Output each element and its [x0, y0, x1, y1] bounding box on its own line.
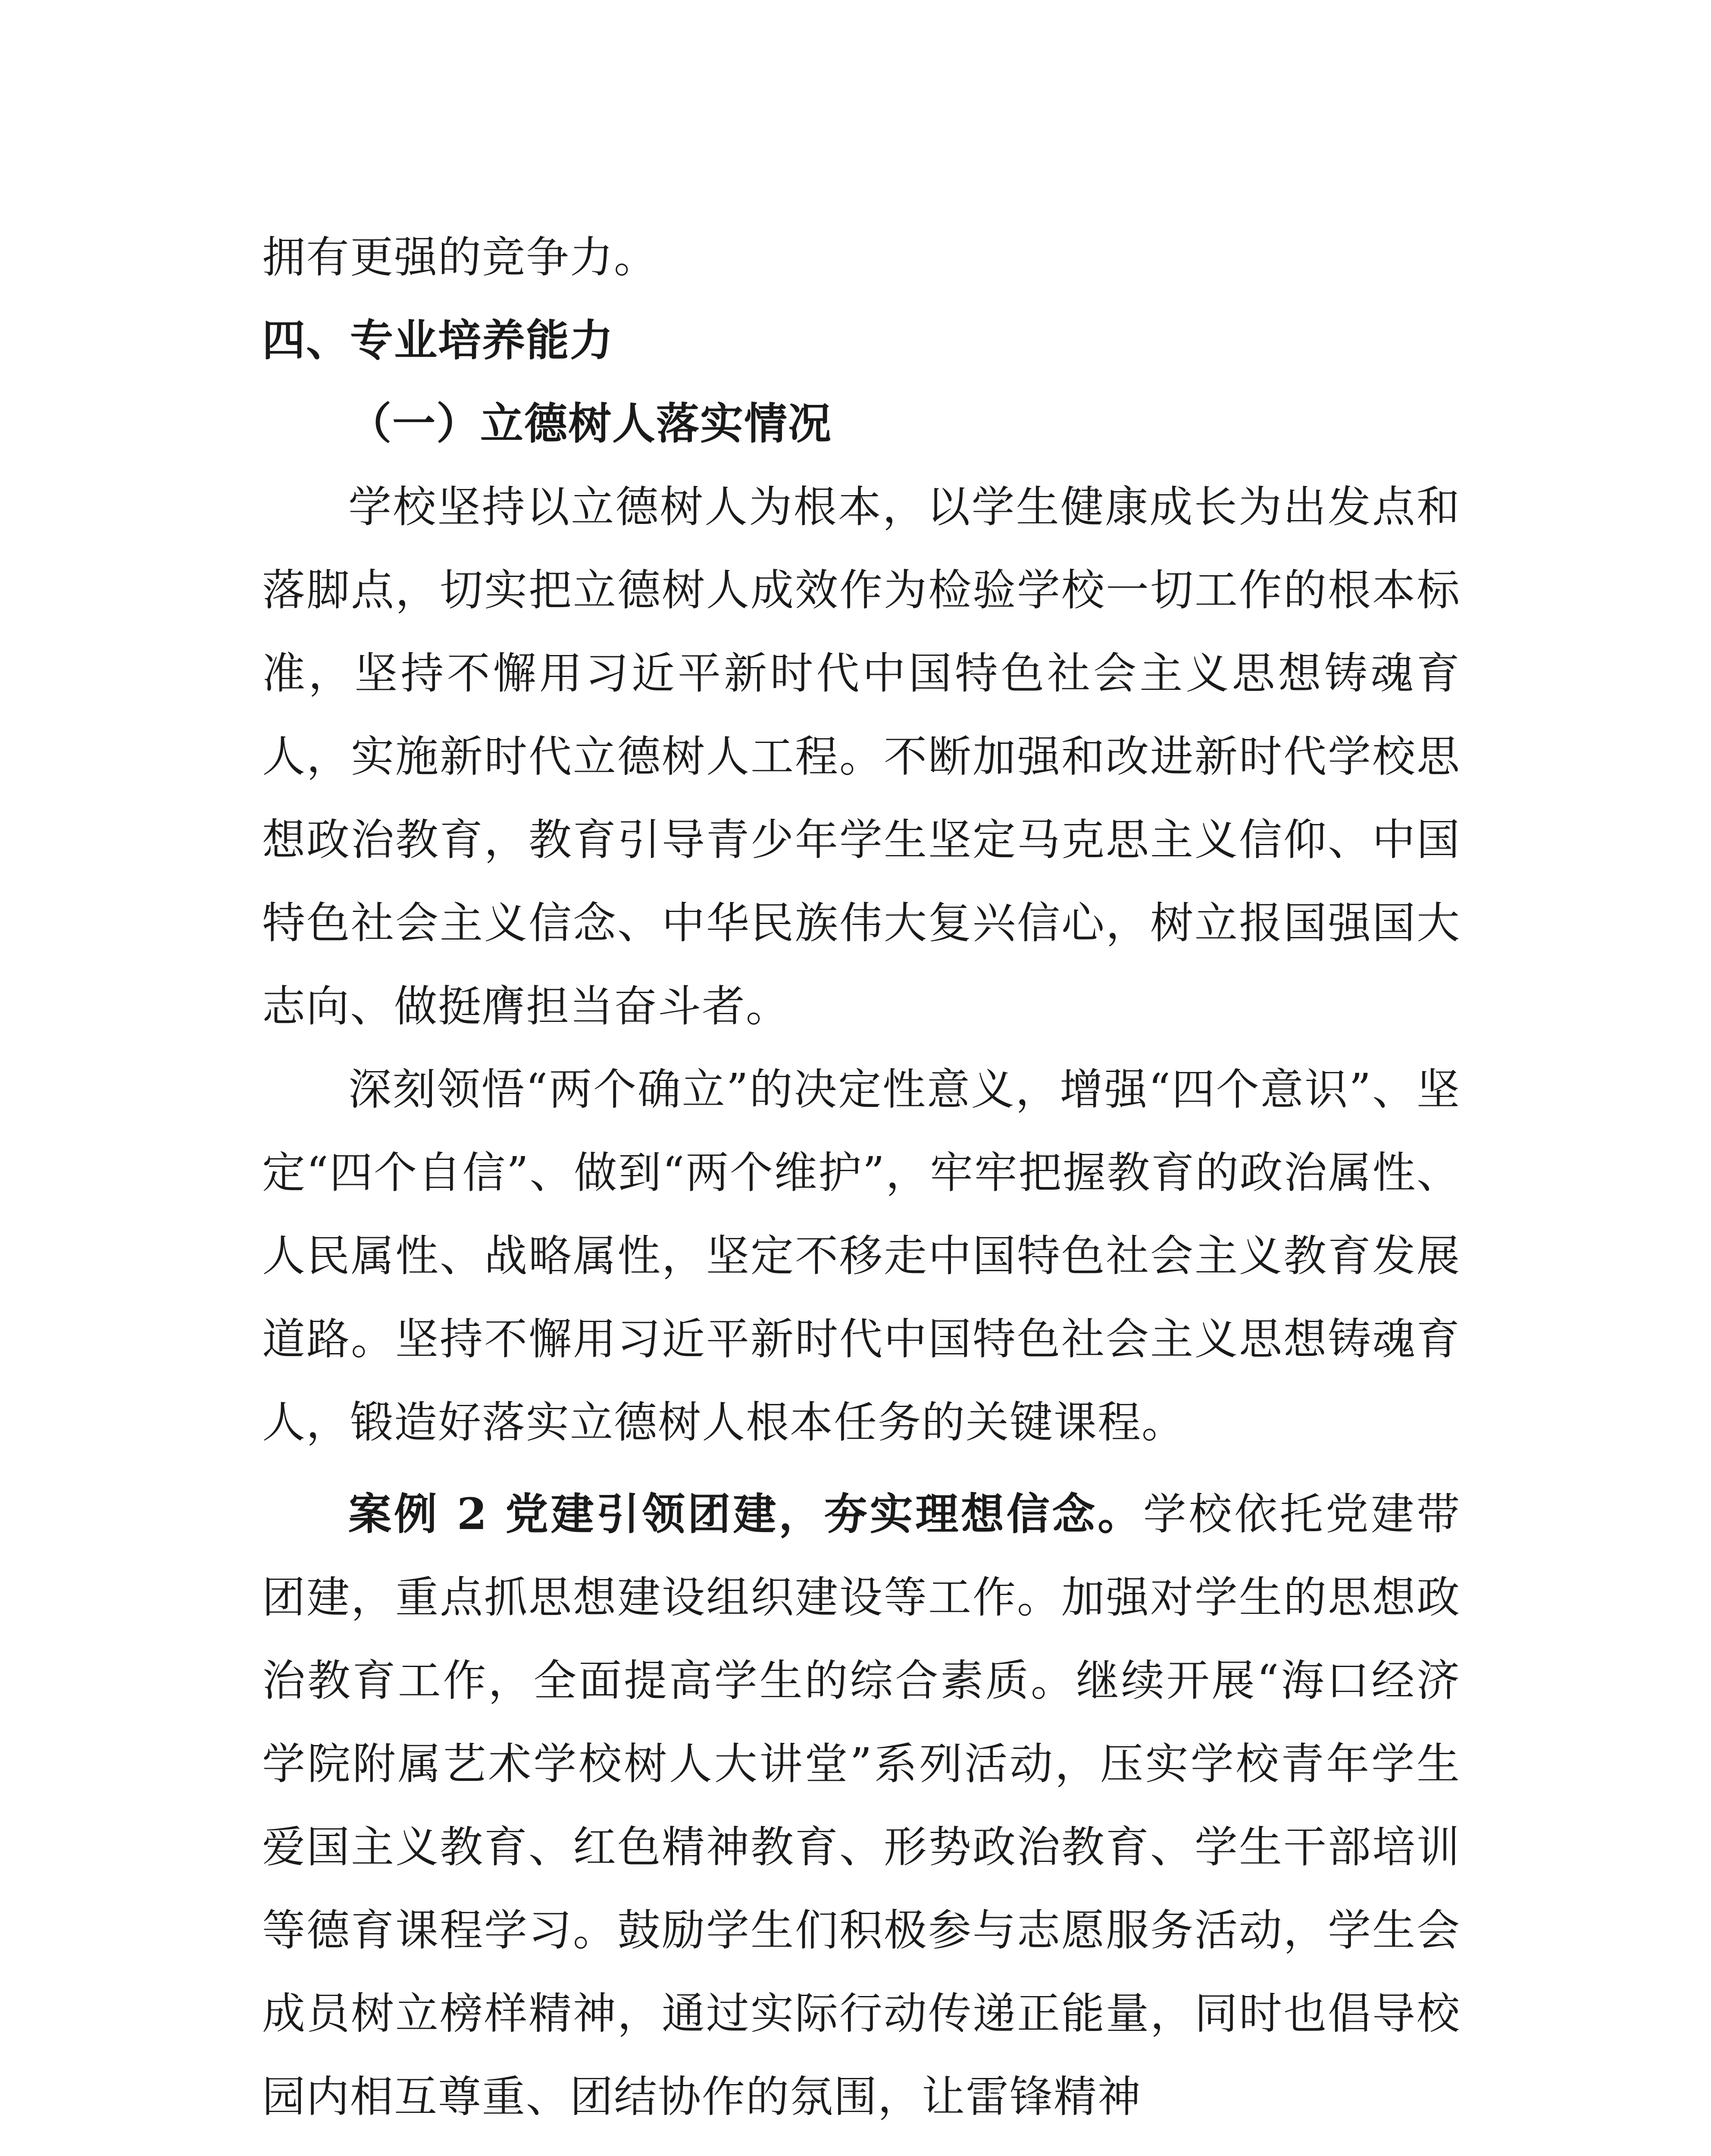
section-heading: 四、专业培养能力	[262, 315, 614, 366]
case-body: 学校依托党建带团建，重点抓思想建设组织建设等工作。加强对学生的思想政治教育工作，全面提高学生的综合素质。继续开展“海口经济学院附属艺术学校树人大讲堂”系列活动，压实学校青年学生爱国主义教育、红色精神教育、形势政治教育、学生干部培训等德育课程学习。鼓励学生们积极参与志愿服务活动，学生会成员树立榜样精神，通过实际行动传递正能量，同时也倡导校园内相互尊重、团结协作的氛围，让雷锋精神	[262, 1489, 1461, 2122]
continuation-paragraph: 拥有更强的竞争力。	[262, 232, 658, 282]
moral-education-paragraph-2: 深刻领悟“两个确立”的决定性意义，增强“四个意识”、坚定“四个自信”、做到“两个维护”，牢牢把握教育的政治属性、人民属性、战略属性，坚定不移走中国特色社会主义教育发展道路。坚持不懈用习近平新时代中国特色社会主义思想铸魂育人，锻造好落实立德树人根本任务的关键课程。	[262, 1064, 1461, 1448]
case-paragraph	[262, 1473, 1461, 2138]
moral-education-paragraph-1: 学校坚持以立德树人为根本，以学生健康成长为出发点和落脚点，切实把立德树人成效作为检验学校一切工作的根本标准，坚持不懈用习近平新时代中国特色社会主义思想铸魂育人，实施新时代立德树人工程。不断加强和改进新时代学校思想政治教育，教育引导青少年学生坚定马克思主义信仰、中国特色社会主义信念、中华民族伟大复兴信心，树立报国强国大志向、做挺膺担当奋斗者。	[262, 482, 1461, 1031]
case-title: 案例 2 党建引领团建，夯实理想信念。	[348, 1489, 1143, 1539]
subsection-heading: （一）立德树人落实情况	[348, 398, 832, 449]
document-body	[262, 216, 1461, 2138]
